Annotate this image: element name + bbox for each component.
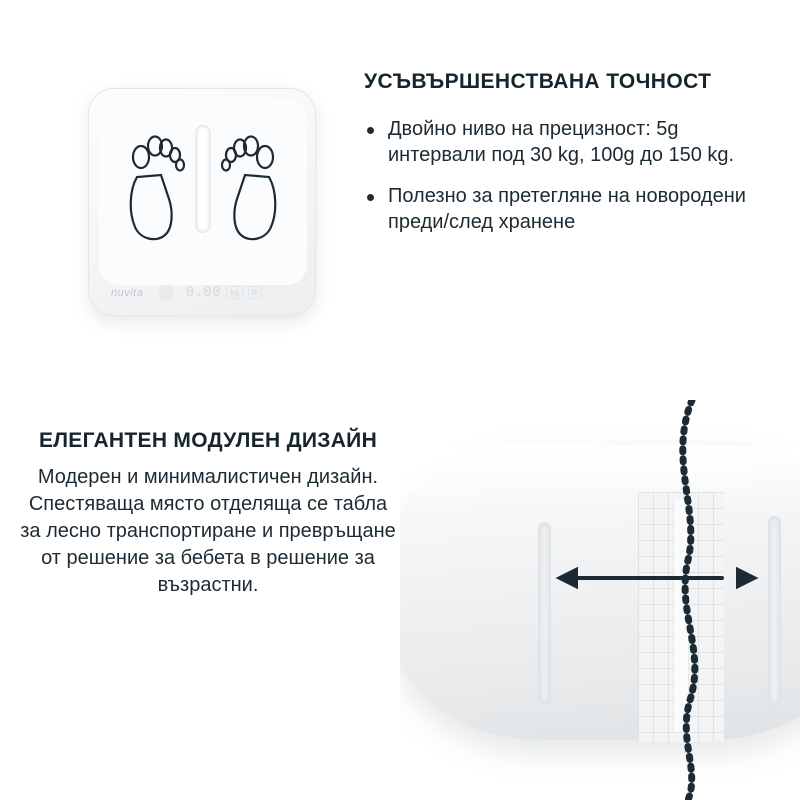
platform-surface: [400, 440, 800, 740]
lcd-display: [142, 281, 262, 303]
list-item: Полезно за претегляне на новородени преди/след хранене: [364, 183, 780, 236]
unit-lb-label: lb: [248, 286, 262, 299]
footprint-left-icon: [123, 121, 185, 249]
brand-logo: nuvita: [111, 287, 144, 299]
advanced-accuracy-text: [364, 70, 780, 250]
footprint-right-icon: [221, 121, 283, 249]
modular-design-text: [16, 428, 400, 599]
lcd-value: 0.00: [186, 284, 222, 300]
platform-highlight: [400, 446, 800, 506]
advanced-accuracy-heading: УСЪВЪРШЕНСТВАНА ТОЧНОСТ: [364, 70, 712, 93]
product-image-baby-scale: [60, 60, 340, 340]
unit-kg-label: kg: [226, 286, 242, 299]
advanced-accuracy-bullet-list: [364, 116, 780, 236]
center-slot: [196, 125, 211, 233]
product-photo-platform: [400, 400, 800, 800]
scale-platform: [99, 99, 307, 285]
grid-center-bar: [673, 500, 689, 732]
scale-body: [88, 88, 316, 316]
modular-design-paragraph: Модерен и минималистичен дизайн. Спестяваща място отделяща се табла за лесно транспортиране и превръщане от решение за бебета в решение за възрастни.: [20, 466, 396, 597]
platform-slot-left: [538, 522, 551, 704]
platform-slot-right: [768, 516, 781, 706]
section-modular-design: [0, 400, 800, 800]
list-item: Двойно ниво на прецизност: 5g интервали под 30 kg, 100g до 150 kg.: [364, 116, 780, 169]
modular-design-heading: ЕЛЕГАНТЕН МОДУЛЕН ДИЗАЙН: [38, 429, 378, 452]
